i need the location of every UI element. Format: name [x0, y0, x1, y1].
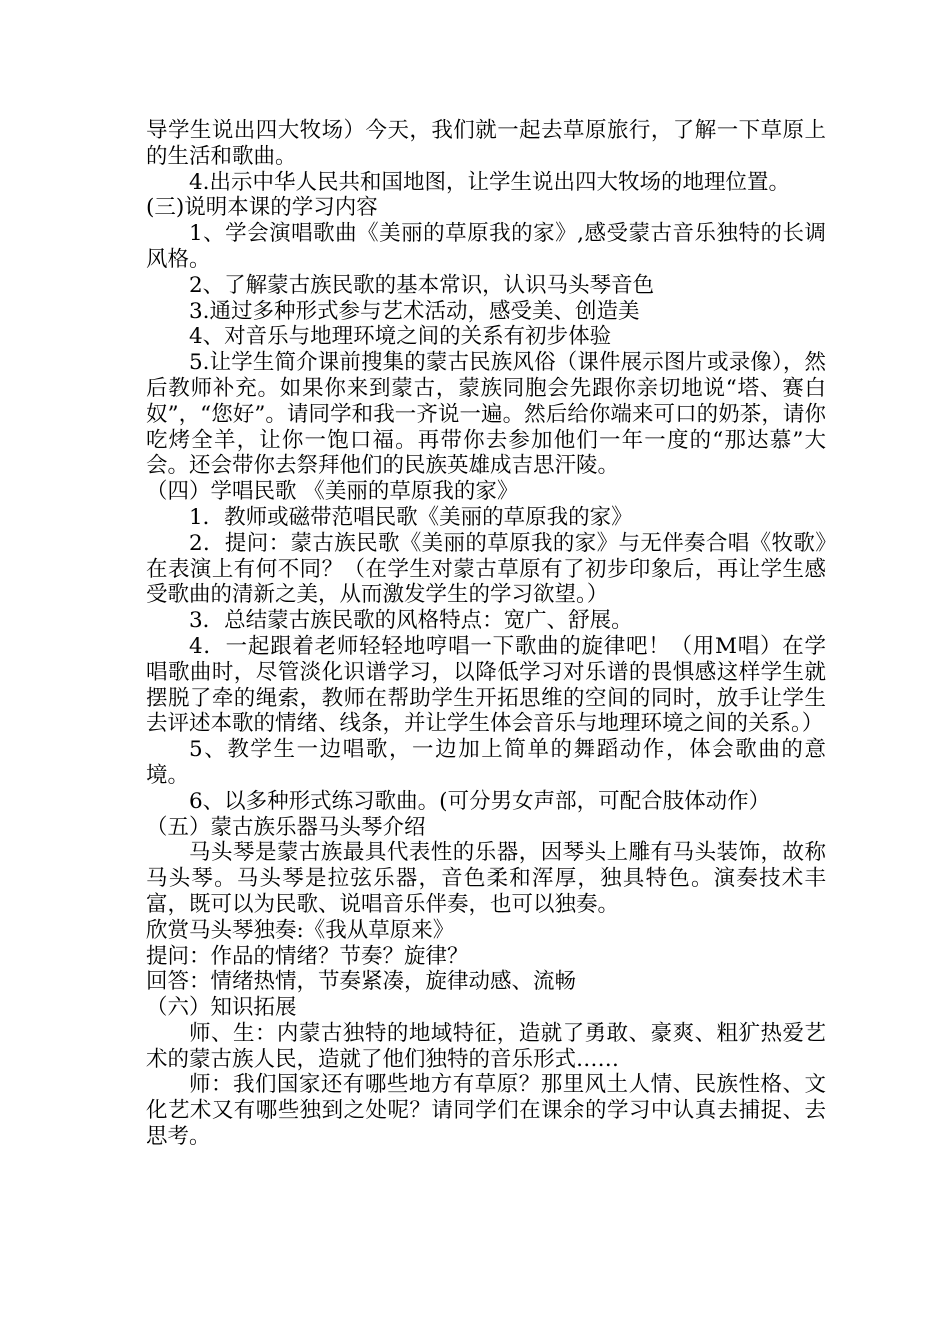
list-item-goal-5: 5.让学生简介课前搜集的蒙古民族风俗（课件展示图片或录像），然后教师补充。如果你来到蒙古，蒙族同胞会先跟你亲切地说“塔、赛白奴”，“您好”。请同学和我一齐说一遍。然后给你端来可口的奶茶，请你吃烤全羊，让你一饱口福。再带你去参加他们一年一度的“那达慕”大会。还会带你去祭拜他们的民族英雄成吉思汗陵。	[146, 350, 826, 479]
paragraph-question: 提问：作品的情绪？节奏？旋律？	[146, 943, 469, 969]
list-item-sing-3: 3．总结蒙古族民歌的风格特点：宽广、舒展。	[189, 608, 633, 634]
document-page	[146, 118, 826, 1150]
paragraph-matouqin: 马头琴是蒙古族最具代表性的乐器，因琴头上雕有马头装饰，故称马头琴。马头琴是拉弦乐器，音色柔和浑厚，独具特色。演奏技术丰富，既可以为民歌、说唱音乐伴奏，也可以独奏。	[146, 840, 826, 917]
paragraph-answer: 回答：情绪热情，节奏紧凑，旋律动感、流畅	[146, 969, 577, 995]
paragraph-extension-2: 师：我们国家还有哪些地方有草原？那里风土人情、民族性格、文化艺术又有哪些独到之处呢？请同学们在课余的学习中认真去捕捉、去思考。	[146, 1072, 826, 1150]
list-item-goal-2: 2、了解蒙古族民歌的基本常识，认识马头琴音色	[189, 272, 655, 298]
paragraph-intro-continued: 导学生说出四大牧场）今天，我们就一起去草原旅行，了解一下草原上的生活和歌曲。	[146, 118, 826, 169]
list-item-goal-3: 3.通过多种形式参与艺术活动，感受美、创造美	[189, 298, 640, 324]
list-item-goal-1: 1、学会演唱歌曲《美丽的草原我的家》,感受蒙古音乐独特的长调风格。	[146, 221, 826, 272]
section-heading-4: （四）学唱民歌 《美丽的草原我的家》	[146, 479, 519, 505]
list-item-sing-5: 5、教学生一边唱歌，一边加上简单的舞蹈动作，体会歌曲的意境。	[146, 737, 826, 788]
list-item-sing-1: 1．教师或磁带范唱民歌《美丽的草原我的家》	[189, 504, 633, 530]
paragraph-map-task: 4.出示中华人民共和国地图，让学生说出四大牧场的地理位置。	[189, 169, 791, 195]
list-item-sing-4: 4．一起跟着老师轻轻地哼唱一下歌曲的旋律吧！（用M唱）在学唱歌曲时，尽管淡化识谱学习，以降低学习对乐谱的畏惧感这样学生就摆脱了牵的绳索，教师在帮助学生开拓思维的空间的同时，放手让学生去评述本歌的情绪、线条，并让学生体会音乐与地理环境之间的关系。）	[146, 633, 826, 737]
paragraph-extension-1: 师、生：内蒙古独特的地域特征，造就了勇敢、豪爽、粗犷热爱艺术的蒙古族人民，造就了他们独特的音乐形式……	[146, 1020, 826, 1072]
list-item-sing-2: 2．提问：蒙古族民歌《美丽的草原我的家》与无伴奏合唱《牧歌》在表演上有何不同？（在学生对蒙古草原有了初步印象后，再让学生感受歌曲的清新之美，从而激发学生的学习欲望。）	[146, 530, 826, 608]
section-heading-5: （五）蒙古族乐器马头琴介绍	[146, 814, 426, 840]
section-heading-3: (三)说明本课的学习内容	[146, 195, 378, 221]
list-item-goal-4: 4、对音乐与地理环境之间的关系有初步体验	[189, 324, 612, 350]
paragraph-appreciation: 欣赏马头琴独奏:《我从草原来》	[146, 917, 455, 943]
section-heading-6: （六）知识拓展	[146, 995, 297, 1021]
list-item-sing-6: 6、以多种形式练习歌曲。(可分男女声部，可配合肢体动作）	[189, 788, 771, 814]
